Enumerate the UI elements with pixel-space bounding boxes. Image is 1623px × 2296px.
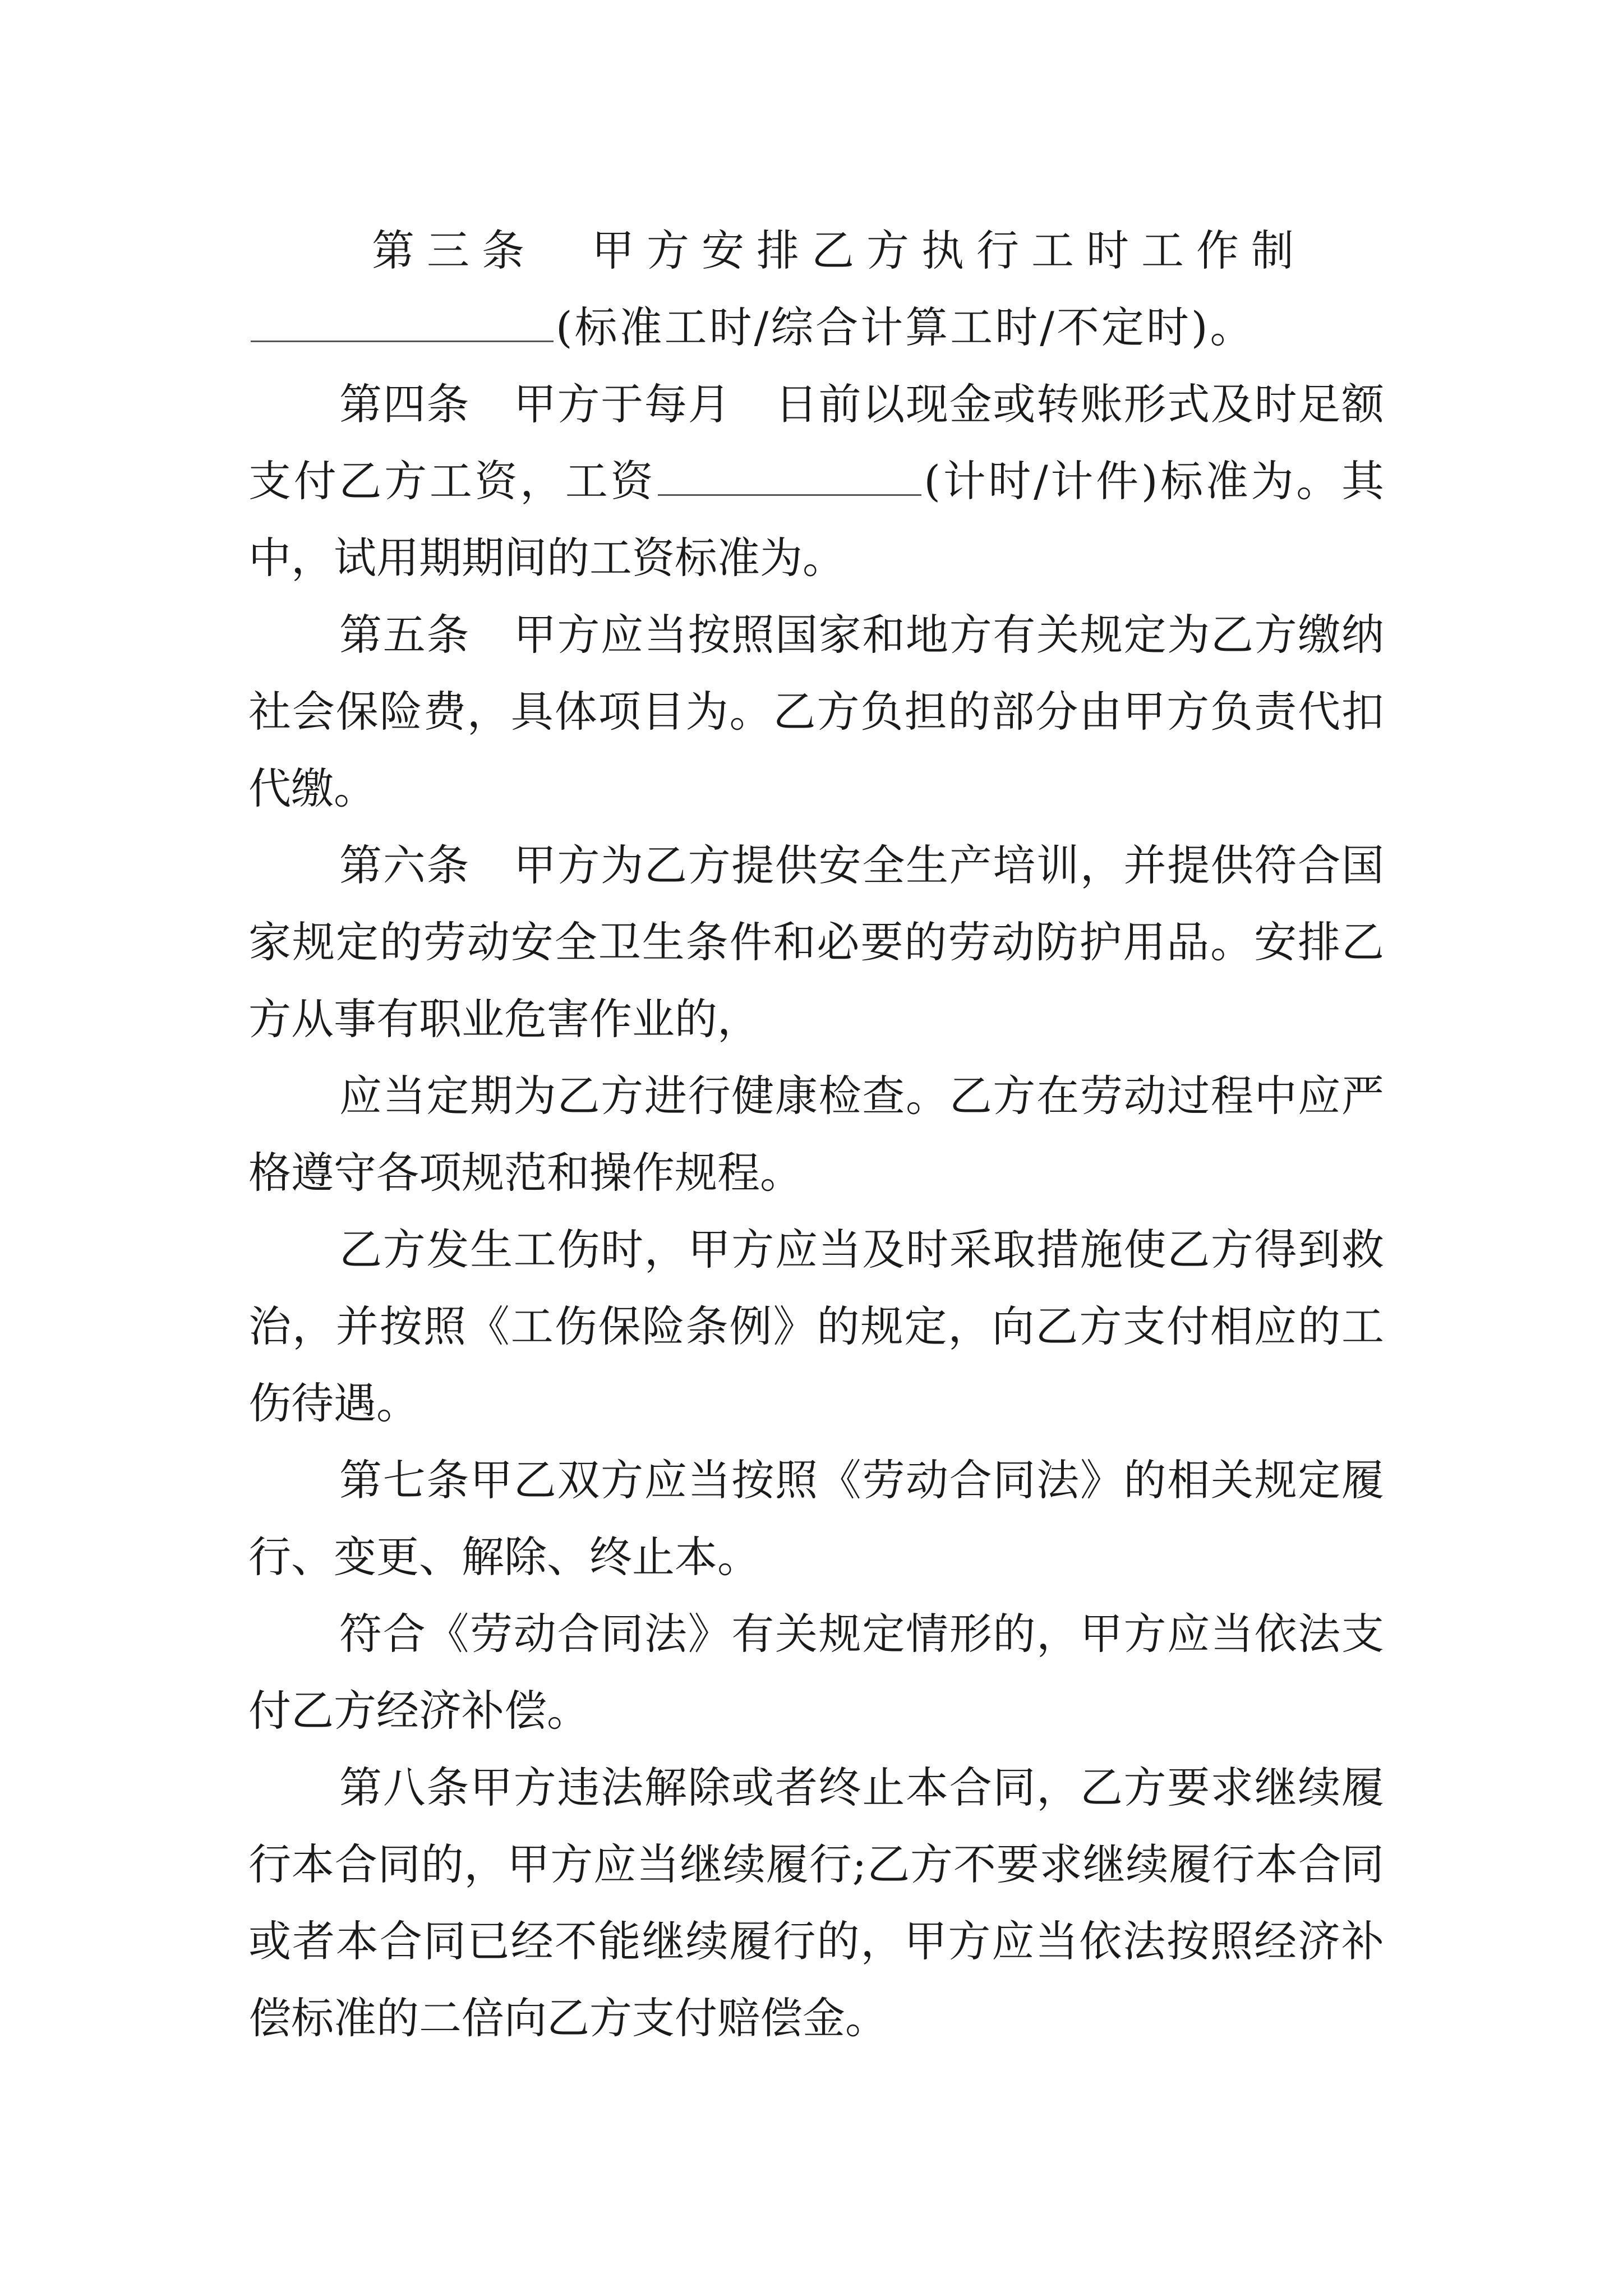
article-4-text: 第四条 甲方于每月 日前以现金或转账形式及时足额支付乙方工资，工资 bbox=[248, 379, 1384, 506]
article-3-text: 第三条 甲方安排乙方执行工时工作制 bbox=[372, 226, 1306, 275]
injury-paragraph: 乙方发生工伤时，甲方应当及时采取措施使乙方得到救治，并按照《工伤保险条例》的规定，向乙方支付相应的工伤待遇。 bbox=[248, 1225, 1384, 1428]
article-8-paragraph: 第八条甲方违法解除或者终止本合同，乙方要求继续履行本合同的，甲方应当继续履行;乙方不要求继续履行本合同或者本合同已经不能继续履行的，甲方应当依法按照经济补偿标准的二倍向乙方支付赔偿金。 bbox=[248, 1763, 1384, 2043]
work-hours-blank bbox=[251, 301, 554, 342]
wage-type-blank bbox=[658, 455, 921, 496]
article-7-paragraph: 第七条甲乙双方应当按照《劳动合同法》的相关规定履行、变更、解除、终止本。 bbox=[248, 1455, 1384, 1582]
compensation-paragraph: 符合《劳动合同法》有关规定情形的，甲方应当依法支付乙方经济补偿。 bbox=[248, 1609, 1384, 1736]
article-5-paragraph: 第五条 甲方应当按照国家和地方有关规定为乙方缴纳社会保险费，具体项目为。乙方负担的部分由甲方负责代扣代缴。 bbox=[248, 610, 1384, 813]
health-check-paragraph: 应当定期为乙方进行健康检查。乙方在劳动过程中应严格遵守各项规范和操作规程。 bbox=[248, 1071, 1384, 1198]
article-6-paragraph: 第六条 甲方为乙方提供安全生产培训，并提供符合国家规定的劳动安全卫生条件和必要的劳动防护用品。安排乙方从事有职业危害作业的， bbox=[248, 840, 1384, 1044]
article-4-paragraph bbox=[248, 366, 1384, 596]
article-3-options: (标准工时/综合计算工时/不定时)。 bbox=[556, 302, 1255, 352]
article-3-paragraph bbox=[248, 212, 1384, 366]
article-4-text-cont: (计时/计件)标准为。其中，试用期期间的工资标准为。 bbox=[248, 456, 1385, 583]
document-page bbox=[248, 212, 1384, 2056]
